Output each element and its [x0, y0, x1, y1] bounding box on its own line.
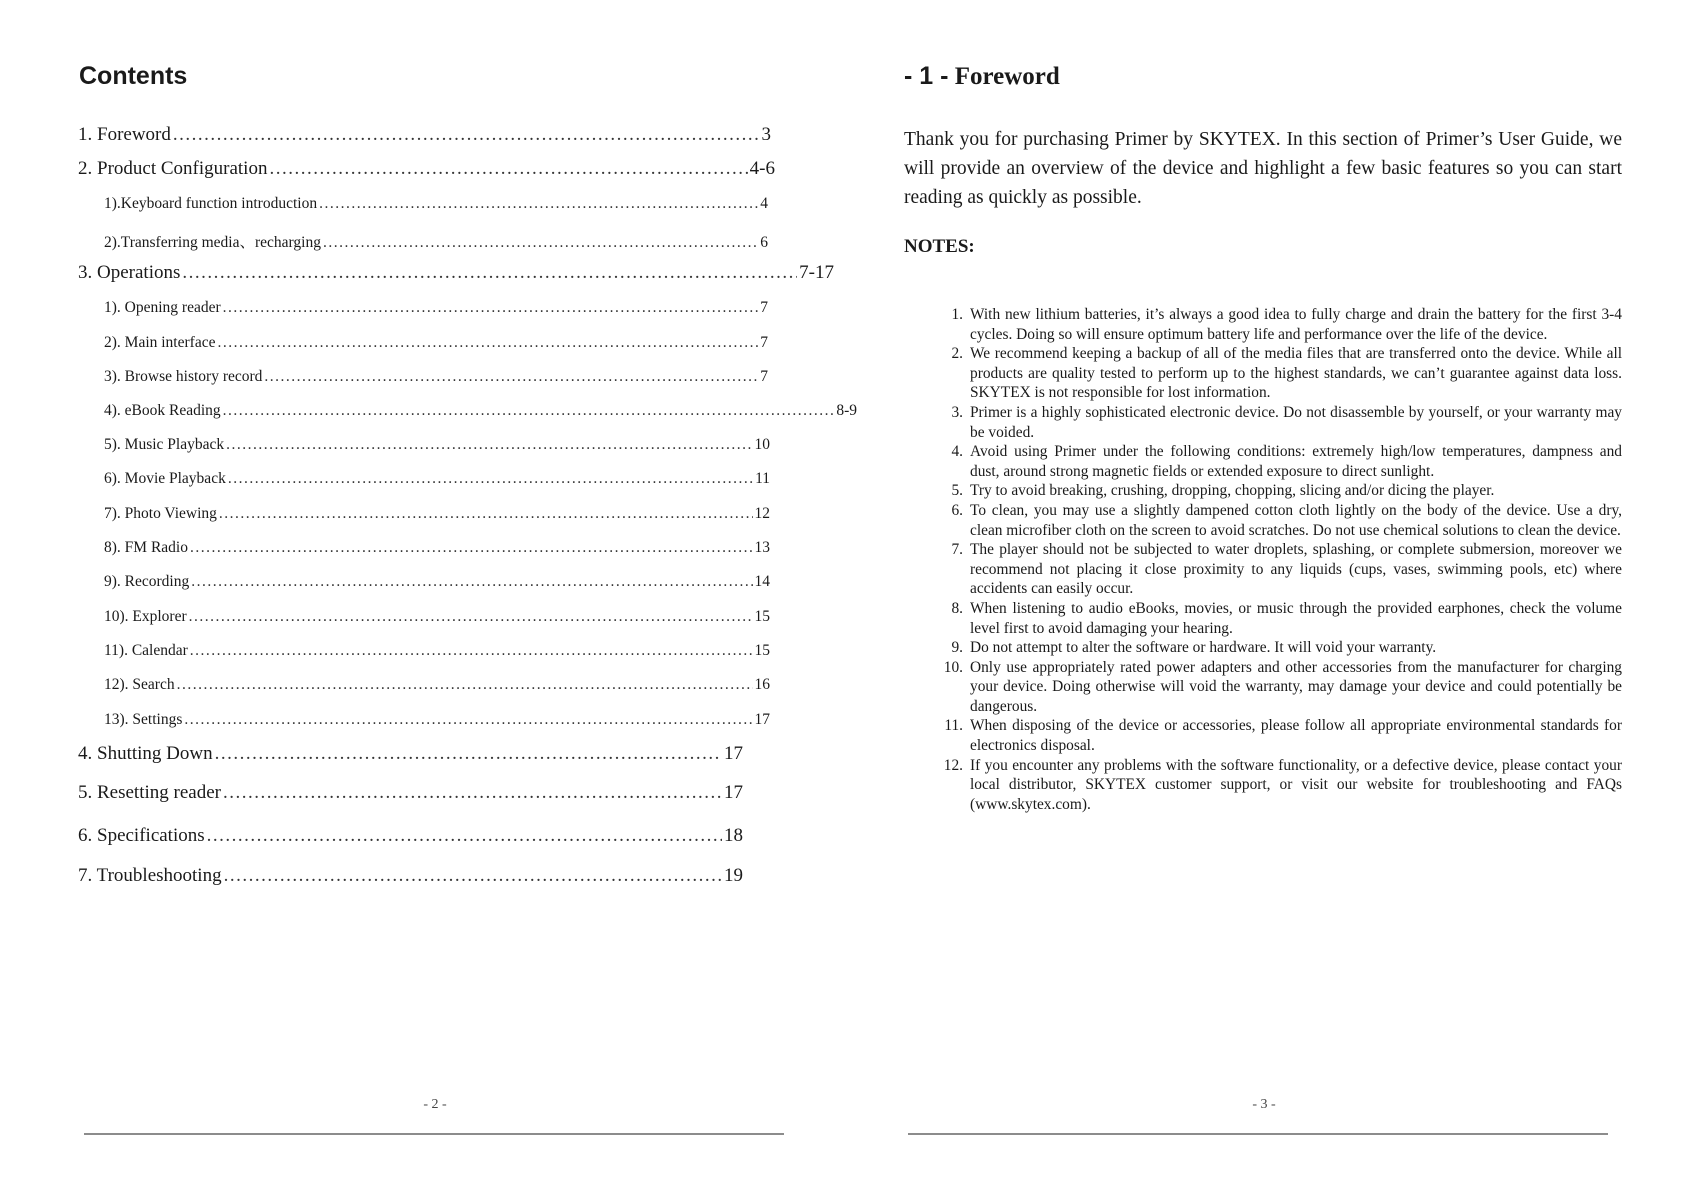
note-number: 5.: [951, 482, 963, 500]
note-text: Try to avoid breaking, crushing, dropping, chopping, slicing and/or dicing the player.: [970, 482, 1495, 500]
toc-page: 7: [760, 334, 768, 351]
toc-entry[interactable]: [104, 539, 770, 557]
note-text: If you encounter any problems with the software functionality, or a defective device, please contact your local distributor, SKYTEX customer support, or visit our website for troubleshooting and FAQs (www.skytex.com).: [970, 756, 1622, 813]
toc-leader: [269, 158, 747, 180]
toc-leader: [191, 573, 752, 591]
note-number: 3.: [951, 403, 963, 421]
note-number: 9.: [951, 639, 963, 657]
toc-label: 6. Specifications: [78, 825, 205, 846]
note-item: [929, 658, 1622, 717]
toc-label: 1). Opening reader: [104, 299, 221, 316]
foreword-page: [842, 0, 1684, 1191]
toc-label: 4. Shutting Down: [78, 743, 213, 764]
note-number: 6.: [951, 501, 963, 519]
toc-label: 2). Main interface: [104, 334, 216, 351]
toc-leader: [217, 334, 758, 352]
toc-entry[interactable]: [78, 825, 743, 847]
note-item: [929, 305, 1622, 344]
note-text: The player should not be subjected to water droplets, splashing, or complete submersion, moreover we recommend not placing it close proximity to any liquids (cups, vases, swimming pools, etc) where accidents can easily occur.: [970, 541, 1622, 598]
note-number: 2.: [951, 345, 963, 363]
note-text: Only use appropriately rated power adapters and other accessories from the manufacturer for charging your device. Doing otherwise will void the warranty, may damage your device and could potentially be dangerous.: [970, 658, 1622, 715]
toc-leader: [224, 865, 722, 887]
note-text: We recommend keeping a backup of all of the media files that are transferred onto the device. While all products are quality tested to perform up to the highest standards, we can’t guarantee against data loss. SKYTEX is not responsible for lost information.: [970, 345, 1622, 402]
toc-entry[interactable]: [104, 505, 770, 523]
toc-page: 17: [724, 782, 743, 803]
toc-page: 10: [754, 436, 770, 453]
toc-leader: [184, 711, 752, 729]
intro-paragraph: Thank you for purchasing Primer by SKYTEX. In this section of Primer’s User Guide, we will provide an overview of the device and highlight a few basic features so you can start reading as quickly as possible.: [904, 129, 1622, 208]
toc-entry[interactable]: [104, 676, 770, 694]
page-number: - 2 -: [423, 1097, 447, 1112]
note-item: [929, 442, 1622, 481]
toc-entry[interactable]: [104, 230, 768, 252]
toc-leader: [264, 368, 758, 386]
toc-label: 7. Troubleshooting: [78, 865, 222, 886]
toc-entry[interactable]: [104, 711, 770, 729]
note-item: [929, 403, 1622, 442]
toc-entry[interactable]: [104, 299, 768, 317]
toc-leader: [219, 505, 753, 523]
toc-leader: [190, 539, 753, 557]
toc-leader: [173, 124, 760, 146]
toc-label: 10). Explorer: [104, 608, 187, 625]
notes-heading: NOTES:: [904, 236, 975, 257]
note-number: 12.: [943, 756, 963, 774]
toc-page: 19: [724, 865, 743, 886]
toc-entry[interactable]: [104, 573, 770, 591]
note-number: 7.: [951, 541, 963, 559]
toc-page: 16: [754, 676, 770, 693]
note-item: [929, 756, 1622, 815]
toc-label: 11). Calendar: [104, 642, 188, 659]
toc-entry[interactable]: [104, 642, 770, 660]
notes-list: [929, 305, 1622, 814]
note-item: [929, 501, 1622, 540]
toc-leader: [228, 470, 753, 488]
note-item: [929, 716, 1622, 755]
toc-leader: [323, 234, 758, 252]
toc-label: 12). Search: [104, 676, 175, 693]
note-item: [929, 599, 1622, 638]
toc-label: 8). FM Radio: [104, 539, 188, 556]
toc-page: 7: [760, 368, 768, 385]
toc-label: 13). Settings: [104, 711, 183, 728]
toc-page: 7: [760, 299, 768, 316]
toc-page: 18: [724, 825, 743, 846]
toc-entry[interactable]: [78, 124, 771, 146]
toc-label: 5. Resetting reader: [78, 782, 221, 803]
toc-entry[interactable]: [104, 334, 768, 352]
note-item: [929, 540, 1622, 599]
toc-entry[interactable]: [78, 782, 743, 804]
toc-entry[interactable]: [104, 195, 768, 213]
note-text: Do not attempt to alter the software or hardware. It will void your warranty.: [970, 639, 1437, 657]
section-title: Foreword: [954, 63, 1060, 90]
toc-page: 12: [754, 505, 770, 522]
note-item: [929, 638, 1622, 658]
note-text: When disposing of the device or accessories, please follow all appropriate environmental standards for electronics disposal.: [970, 717, 1622, 755]
section-number: - 1 -: [904, 62, 949, 90]
page-number: - 3 -: [1252, 1097, 1276, 1112]
note-item: [929, 344, 1622, 403]
toc-page: 4-6: [749, 158, 775, 179]
toc-page: 13: [754, 539, 770, 556]
toc-leader: [177, 676, 753, 694]
toc-leader: [223, 782, 722, 804]
note-number: 8.: [951, 599, 963, 617]
note-number: 11.: [944, 717, 963, 735]
toc-label: 2).Transferring media、recharging: [104, 234, 321, 251]
toc-page: 11: [755, 470, 770, 487]
note-text: To clean, you may use a slightly dampened cotton cloth lightly on the body of the device. Use a dry, clean microfiber cloth on the screen to avoid scratches. Do not use chemical solutions to clean the device.: [970, 501, 1622, 539]
toc-page: 8-9: [836, 402, 857, 419]
note-number: 4.: [951, 443, 963, 461]
contents-title: Contents: [79, 62, 188, 90]
toc-label: 1. Foreword: [78, 124, 171, 145]
toc-page: 15: [754, 642, 770, 659]
toc-entry[interactable]: [78, 865, 743, 887]
footer-divider: [84, 1133, 784, 1135]
toc-entry[interactable]: [104, 402, 857, 420]
foreword-title: [904, 62, 1060, 91]
toc-page: 17: [754, 711, 770, 728]
toc-leader: [226, 436, 752, 454]
note-text: Primer is a highly sophisticated electronic device. Do not disassemble by yourself, or your warranty may be voided.: [970, 403, 1622, 441]
toc-label: 7). Photo Viewing: [104, 505, 217, 522]
toc-entry[interactable]: [104, 608, 770, 626]
note-number: 1.: [951, 306, 963, 323]
toc-label: 2. Product Configuration: [78, 158, 268, 179]
toc-label: 6). Movie Playback: [104, 470, 226, 487]
toc-page: 15: [754, 608, 770, 625]
note-item: [929, 481, 1622, 501]
note-text: Avoid using Primer under the following conditions: extremely high/low temperatures, dampness and dust, around strong magnetic fields or extended exposure to direct sunlight.: [970, 443, 1622, 480]
toc-label: 9). Recording: [104, 573, 190, 590]
toc-page: 3: [761, 124, 771, 145]
footer-divider: [908, 1133, 1608, 1135]
toc-leader: [189, 608, 753, 626]
toc-page: 4: [760, 195, 768, 212]
toc-page: 6: [760, 234, 768, 251]
toc-entry[interactable]: [78, 262, 834, 284]
toc-label: 4). eBook Reading: [104, 402, 221, 419]
toc-leader: [319, 195, 758, 213]
toc-page: 14: [754, 573, 770, 590]
toc-leader: [223, 402, 835, 420]
toc-label: 3. Operations: [78, 262, 181, 283]
toc-leader: [207, 825, 722, 847]
toc-entry[interactable]: [104, 470, 770, 488]
toc-label: 3). Browse history record: [104, 368, 263, 385]
toc-entry[interactable]: [104, 436, 770, 454]
toc-label: 1).Keyboard function introduction: [104, 195, 318, 212]
toc-entry[interactable]: [78, 743, 743, 765]
toc-leader: [190, 642, 753, 660]
note-text: With new lithium batteries, it’s always a good idea to fully charge and drain the battery for the first 3-4 cycles. Doing so will ensure optimum battery life and performance over the life of the device.: [970, 306, 1622, 343]
note-number: 10.: [943, 658, 963, 676]
toc-leader: [223, 299, 759, 317]
toc-leader: [215, 743, 722, 765]
toc-entry[interactable]: [78, 158, 775, 180]
toc-label: 5). Music Playback: [104, 436, 225, 453]
toc-page: 7-17: [799, 262, 834, 283]
toc-entry[interactable]: [104, 368, 768, 386]
note-text: When listening to audio eBooks, movies, or music through the provided earphones, check the volume level first to avoid damaging your hearing.: [970, 599, 1622, 637]
toc-leader: [182, 262, 797, 284]
toc-page: 17: [724, 743, 743, 764]
